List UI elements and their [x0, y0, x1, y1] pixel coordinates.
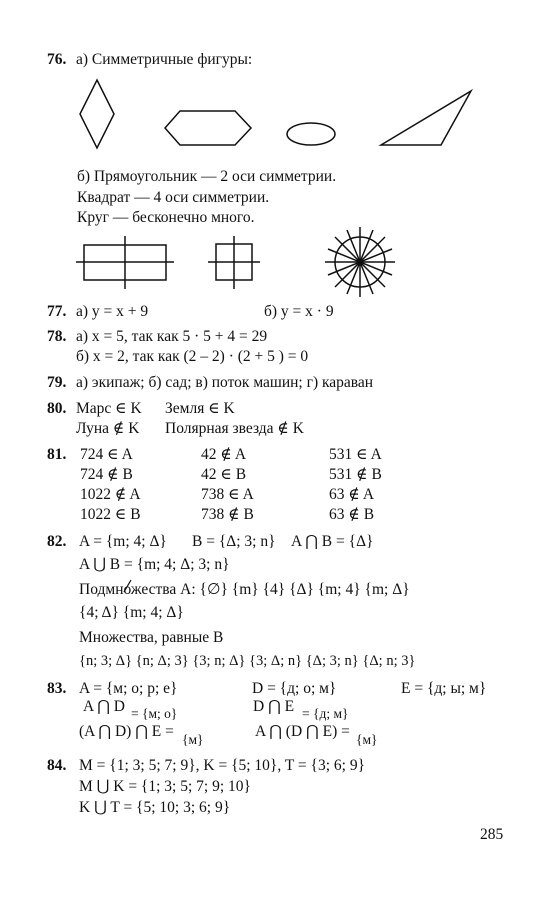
- task-83-AnDnE-rhs: {м}: [182, 732, 204, 747]
- task-82-equal-sets: {n; 3; Δ} {n; Δ; 3} {3; n; Δ} {3; Δ; n} {Δ; 3; n} {Δ; n; 3}: [79, 653, 416, 669]
- page-number: 285: [480, 826, 504, 843]
- task-83-E: E = {д; ы; м}: [401, 680, 487, 697]
- task-83-AnD-lhs: A ⋂ D: [83, 698, 125, 715]
- task-82-intersection: A ⋂ B = {Δ}: [291, 533, 374, 550]
- circle-axes-figure: [325, 227, 395, 297]
- task-83-DnE-lhs: D ⋂ E: [253, 698, 295, 715]
- task-81-cell: 738 ∉ B: [201, 506, 254, 523]
- task-77-b: б) y = x · 9: [264, 303, 334, 320]
- task-81-cell: 1022 ∉ A: [80, 486, 141, 503]
- task-84-line3: K ⋃ T = {5; 10; 3; 6; 9}: [79, 799, 231, 816]
- task-81-cell: 42 ∉ A: [201, 446, 247, 463]
- task-82-union: A ⋃ B = {m; 4; Δ; 3; n}: [79, 556, 230, 573]
- task-81-number: 81.: [47, 446, 67, 463]
- task-80-r2c2: Полярная звезда ∉ K: [165, 420, 304, 437]
- task-80-r1c2: Земля ∈ K: [165, 400, 235, 417]
- task-80-r1c1: Марс ∈ K: [76, 400, 142, 417]
- task-81-cell: 724 ∈ A: [80, 446, 133, 463]
- task-83-A: A = {м; о; р; е}: [79, 680, 178, 697]
- task-84-number: 84.: [47, 757, 67, 774]
- task-83-D: D = {д; о; м}: [252, 680, 337, 697]
- task-81-cell: 1022 ∈ B: [80, 506, 141, 523]
- task-83-number: 83.: [47, 680, 67, 697]
- task-79-text: а) экипаж; б) сад; в) поток машин; г) караван: [76, 374, 374, 391]
- task-80-r2c1: Луна ∉ K: [76, 420, 140, 437]
- task-83-An-DnE-rhs: {м}: [356, 732, 378, 747]
- task-81-cell: 531 ∈ A: [329, 446, 382, 463]
- task-78-a: а) x = 5, так как 5 · 5 + 4 = 29: [76, 328, 268, 345]
- task-81-cell: 531 ∉ B: [329, 466, 382, 483]
- task-82-number: 82.: [47, 533, 67, 550]
- rectangle-axes-figure: [76, 236, 174, 289]
- task-81-cell: 738 ∈ A: [201, 486, 254, 503]
- task-82-subsets-line2: {4; Δ} {m; 4; Δ}: [79, 604, 184, 621]
- task-82-equal-label: Множества, равные B: [79, 629, 224, 646]
- task-76-number: 76.: [47, 51, 67, 68]
- task-83-AnD-rhs: = {м; о}: [131, 706, 178, 721]
- task-76-a: а) Симметричные фигуры:: [76, 51, 253, 68]
- task-78-b: б) x = 2, так как (2 – 2) · (2 + 5 ) = 0: [76, 348, 309, 365]
- task-84-line2: M ⋃ K = {1; 3; 5; 7; 9; 10}: [79, 778, 251, 795]
- square-axes-figure: [208, 236, 260, 289]
- task-83-AnDnE-lhs: (A ⋂ D) ⋂ E =: [79, 723, 174, 740]
- triangle-shape: [381, 91, 471, 145]
- task-76-b-line1: б) Прямоугольник — 2 оси симметрии.: [77, 168, 337, 185]
- task-81-cell: 724 ∉ B: [80, 466, 133, 483]
- task-81-cell: 63 ∉ B: [329, 506, 375, 523]
- task-81-cell: 63 ∉ A: [329, 486, 375, 503]
- task-84-line1: M = {1; 3; 5; 7; 9}, K = {5; 10}, T = {3; 6; 9}: [79, 757, 366, 774]
- task-77-a: а) y = x + 9: [76, 303, 149, 320]
- task-79-number: 79.: [47, 374, 67, 391]
- task-82-subsets-line1: Подмножества A: {∅} {m} {4} {Δ} {m; 4} {m; Δ}: [79, 581, 410, 598]
- task-82-A: A = {m; 4; Δ}: [79, 533, 167, 550]
- task-76-b-line3: Круг — бесконечно много.: [77, 209, 255, 226]
- rhombus-shape: [80, 80, 114, 148]
- task-83-An-DnE-lhs: A ⋂ (D ⋂ E) =: [255, 723, 350, 740]
- task-80-number: 80.: [47, 400, 67, 417]
- ellipse-shape: [287, 123, 335, 145]
- task-77-number: 77.: [47, 303, 67, 320]
- hexagon-shape: [165, 111, 251, 145]
- task-76-b-line2: Квадрат — 4 оси симметрии.: [77, 189, 270, 206]
- task-78-number: 78.: [47, 328, 67, 345]
- task-82-B: B = {Δ; 3; n}: [192, 533, 276, 550]
- task-81-cell: 42 ∈ B: [201, 466, 247, 483]
- task-83-DnE-rhs: = {д; м}: [302, 706, 349, 721]
